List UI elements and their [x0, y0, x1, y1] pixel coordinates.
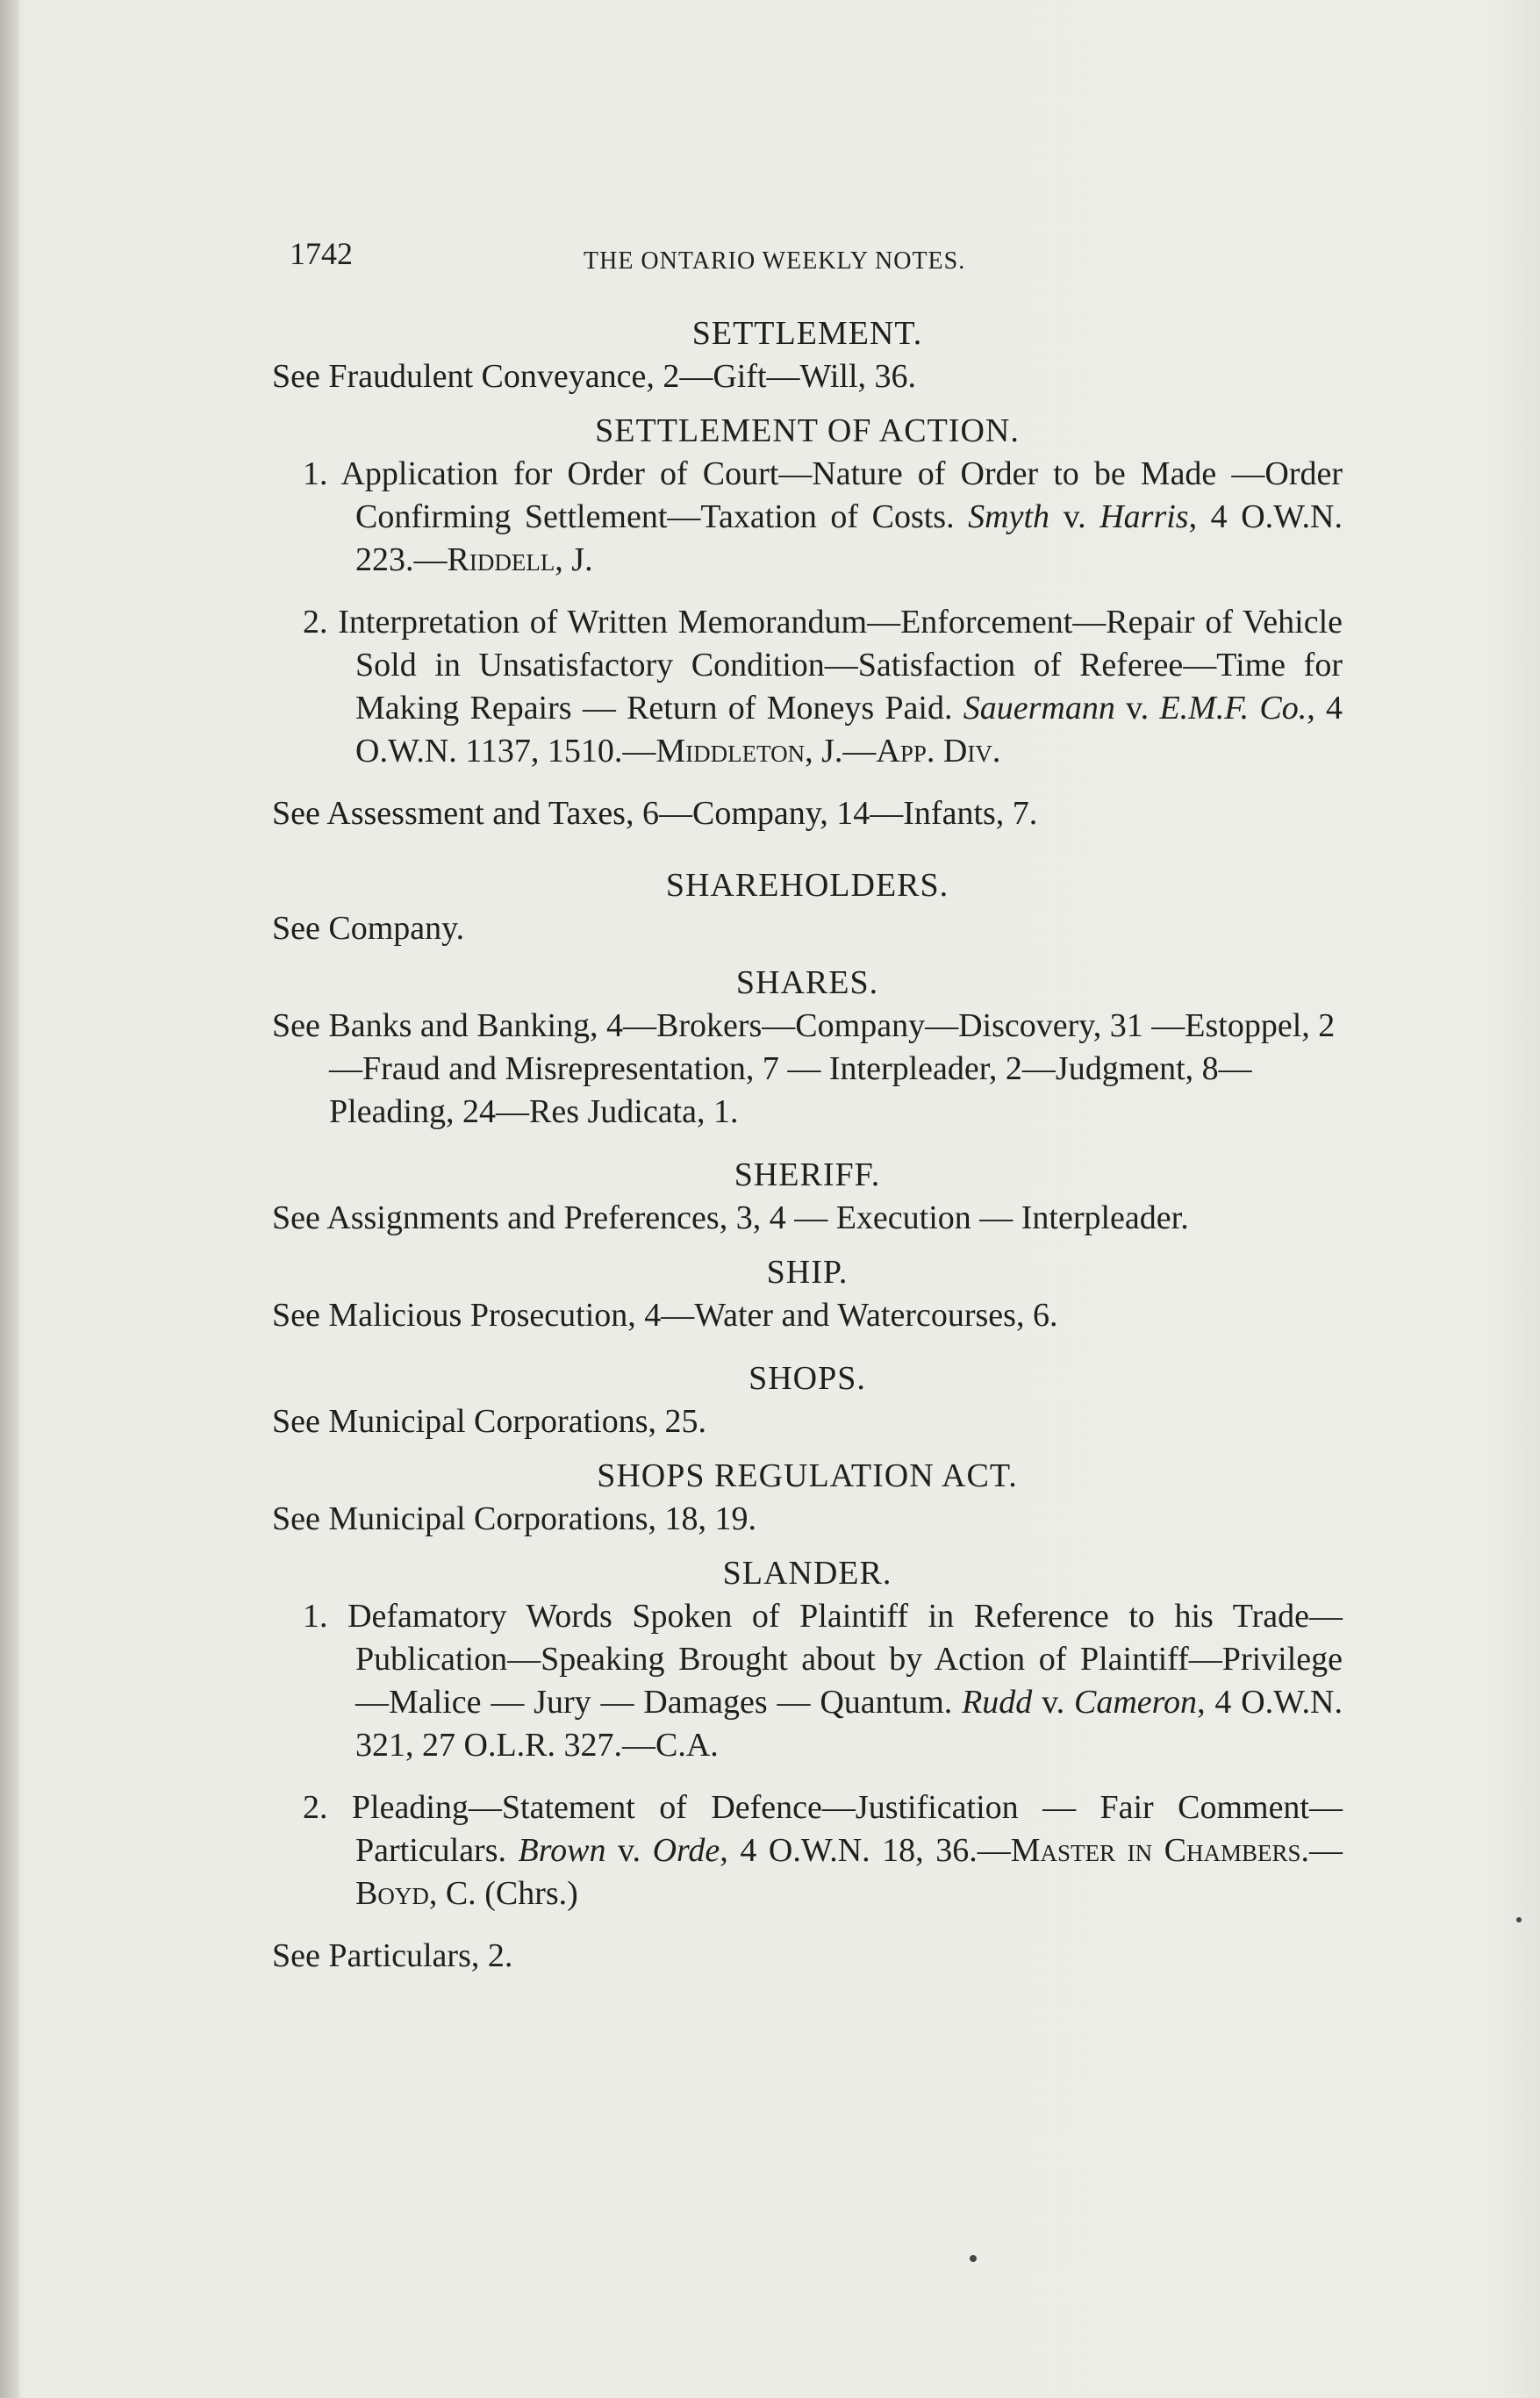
see-reference: See Municipal Corporations, 18, 19.: [272, 1500, 756, 1537]
see-reference: See Fraudulent Conveyance, 2—Gift—Will, 36.: [272, 358, 917, 395]
running-head: THE ONTARIO WEEKLY NOTES.: [584, 247, 966, 275]
heading-ship: SHIP.: [766, 1254, 849, 1291]
ink-speck: [970, 2255, 977, 2262]
see-reference: See Assessment and Taxes, 6—Company, 14—Infants, 7.: [272, 795, 1038, 832]
index-entry: 1. Application for Order of Court—Nature of Order to be Made —Order Confirming Settlement—Taxation of Costs. Smyth v. Harris, 4 O.W.N. 223.—Riddell, J.: [303, 455, 1343, 578]
heading-shops-regulation-act: SHOPS REGULATION ACT.: [597, 1457, 1018, 1494]
page-binding-edge: [0, 0, 19, 2398]
see-reference: See Particulars, 2.: [272, 1937, 513, 1974]
see-reference: See Company.: [272, 910, 465, 947]
see-reference: See Banks and Banking, 4—Brokers—Company—Discovery, 31 —Estoppel, 2—Fraud and Misrepresentation, 7 — Interpleader, 2—Judgment, 8—Pleading, 24—Res Judicata, 1.: [272, 1007, 1336, 1130]
heading-slander: SLANDER.: [722, 1555, 892, 1592]
see-reference: See Assignments and Preferences, 3, 4 — Execution — Interpleader.: [272, 1199, 1189, 1236]
page-header: [290, 235, 1035, 279]
index-entry: 1. Defamatory Words Spoken of Plaintiff in Reference to his Trade—Publication—Speaking Brought about by Action of Plaintiff—Privilege—Malice — Jury — Damages — Quantum. Rudd v. Cameron, 4 O.W.N. 321, 27 O.L.R. 327.—C.A.: [303, 1598, 1343, 1764]
index-content: [272, 311, 1343, 1978]
index-entry: 2. Interpretation of Written Memorandum—Enforcement—Repair of Vehicle Sold in Unsatisfactory Condition—Satisfaction of Referee—Time for Making Repairs — Return of Moneys Paid. Sauermann v. E.M.F. Co., 4 O.W.N. 1137, 1510.—Middleton, J.—App. Div.: [303, 604, 1343, 770]
heading-settlement: SETTLEMENT.: [691, 315, 923, 352]
heading-shares: SHARES.: [735, 964, 879, 1001]
heading-sheriff: SHERIFF.: [734, 1156, 881, 1193]
see-reference: See Malicious Prosecution, 4—Water and Watercourses, 6.: [272, 1297, 1058, 1334]
heading-shops: SHOPS.: [749, 1360, 866, 1397]
index-entry: 2. Pleading—Statement of Defence—Justification — Fair Comment—Particulars. Brown v. Orde, 4 O.W.N. 18, 36.—Master in Chambers.—Boyd, C. (Chrs.): [303, 1789, 1343, 1912]
ink-speck: [1516, 1917, 1522, 1922]
page-number: 1742: [290, 236, 353, 271]
heading-shareholders: SHAREHOLDERS.: [665, 867, 949, 904]
heading-settlement-of-action: SETTLEMENT OF ACTION.: [595, 412, 1020, 449]
see-reference: See Municipal Corporations, 25.: [272, 1403, 706, 1440]
